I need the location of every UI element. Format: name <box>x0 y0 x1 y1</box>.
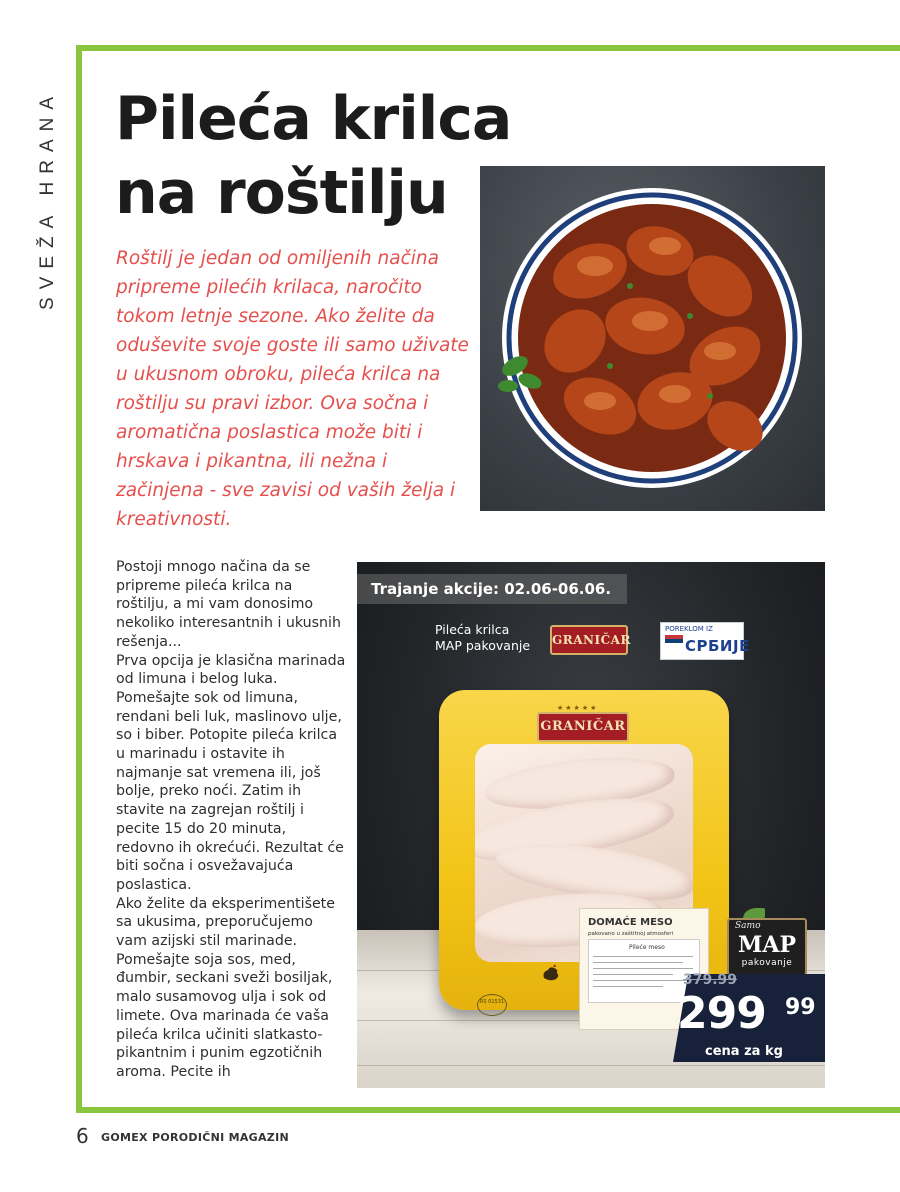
hen-icon <box>540 964 562 984</box>
label-product-name: Pileće meso <box>629 944 665 951</box>
origin-badge-top: POREKLOM IZ <box>665 625 713 633</box>
map-sign-samo: Samo <box>735 921 761 931</box>
promo-duration-banner: Trajanje akcije: 02.06-06.06. <box>357 574 627 604</box>
title-line-2: na roštilju <box>115 158 448 228</box>
frame-top-border <box>76 45 900 51</box>
origin-badge <box>660 622 750 660</box>
promo-advertisement <box>357 562 825 1088</box>
map-sign-subtitle: pakovanje <box>741 958 793 968</box>
ad-product-name <box>435 622 545 654</box>
price-unit: cena za kg <box>705 1044 783 1059</box>
frame-bottom-border <box>76 1107 900 1113</box>
old-price: 379.99 <box>683 972 738 988</box>
map-packaging-sign <box>727 918 807 976</box>
section-label: SVEŽA HRANA <box>37 88 58 310</box>
origin-badge-main: СРБИЈЕ <box>685 637 750 655</box>
wings-plate-illustration <box>480 166 825 511</box>
ad-product-name-line-2: MAP pakovanje <box>435 638 531 653</box>
article-body <box>116 558 348 1082</box>
granicar-logo: GRANIČAR <box>550 625 628 655</box>
rs-health-mark: RS 01531 <box>477 994 507 1016</box>
page-number: 6 <box>76 1124 89 1148</box>
body-paragraph-3: Ako želite da eksperimentišete sa ukusima, preporučujemo vam azijski stil marinade. Pomešajte soja sos, med, đumbir, seckani sveži bosiljak, malo susamovog ulja i sok od limete. Ova marinada će vaša pileća krilca učiniti slatkasto-pikantnim i punim egzotičnih aroma. Pecite ih <box>116 895 335 1080</box>
body-paragraph-2: Prva opcija je klasična marinada od limuna i belog luka. Pomešajte sok od limuna, rendani beli luk, maslinovo ulje, so i biber. Potopite pileća krilca u marinadu i ostavite ih najmanje sat vremena ili, još bolje, preko noći. Zatim ih stavite na zagrejan roštilj i pecite 15 do 20 minuta, redovno ih okrećući. Rezultat će biti sočna i osvežavajuća poslastica. <box>116 652 346 893</box>
title-line-1: Pileća krilca <box>115 84 512 154</box>
price-whole: 299 <box>677 988 766 1039</box>
frame-left-border <box>76 45 82 1113</box>
magazine-name: GOMEX PORODIČNI MAGAZIN <box>101 1131 289 1144</box>
label-heading: DOMAĆE MESO <box>588 917 673 928</box>
serbia-flag-stripe <box>665 639 683 643</box>
star-rating-icon: ★★★★★ <box>557 705 599 712</box>
lead-paragraph: Roštilj je jedan od omiljenih načina pripreme pilećih krilaca, naročito tokom letnje sezone. Ako želite da oduševite svoje goste ili samo uživate u ukusnom obroku, pileća krilca na roštilju su pravi izbor. Ova sočna i aromatična poslastica može biti i hrskava i pikantna, ili nežna i začinjena - sve zavisi od vaših želja i kreativnosti. <box>116 248 469 530</box>
chicken-wings-photo <box>480 166 825 511</box>
label-subheading: pakovano u zaštitnoj atmosferi <box>588 931 673 937</box>
body-paragraph-1: Postoji mnogo načina da se pripreme pileća krilca na roštilju, a mi vam donosimo nekoliko interesantnih i ukusnih rešenja... <box>116 559 341 650</box>
package-brand-logo: GRANIČAR <box>537 712 629 742</box>
map-sign-title: MAP <box>738 932 796 958</box>
price-cents: 99 <box>785 995 816 1020</box>
ad-product-name-line-1: Pileća krilca <box>435 622 510 637</box>
